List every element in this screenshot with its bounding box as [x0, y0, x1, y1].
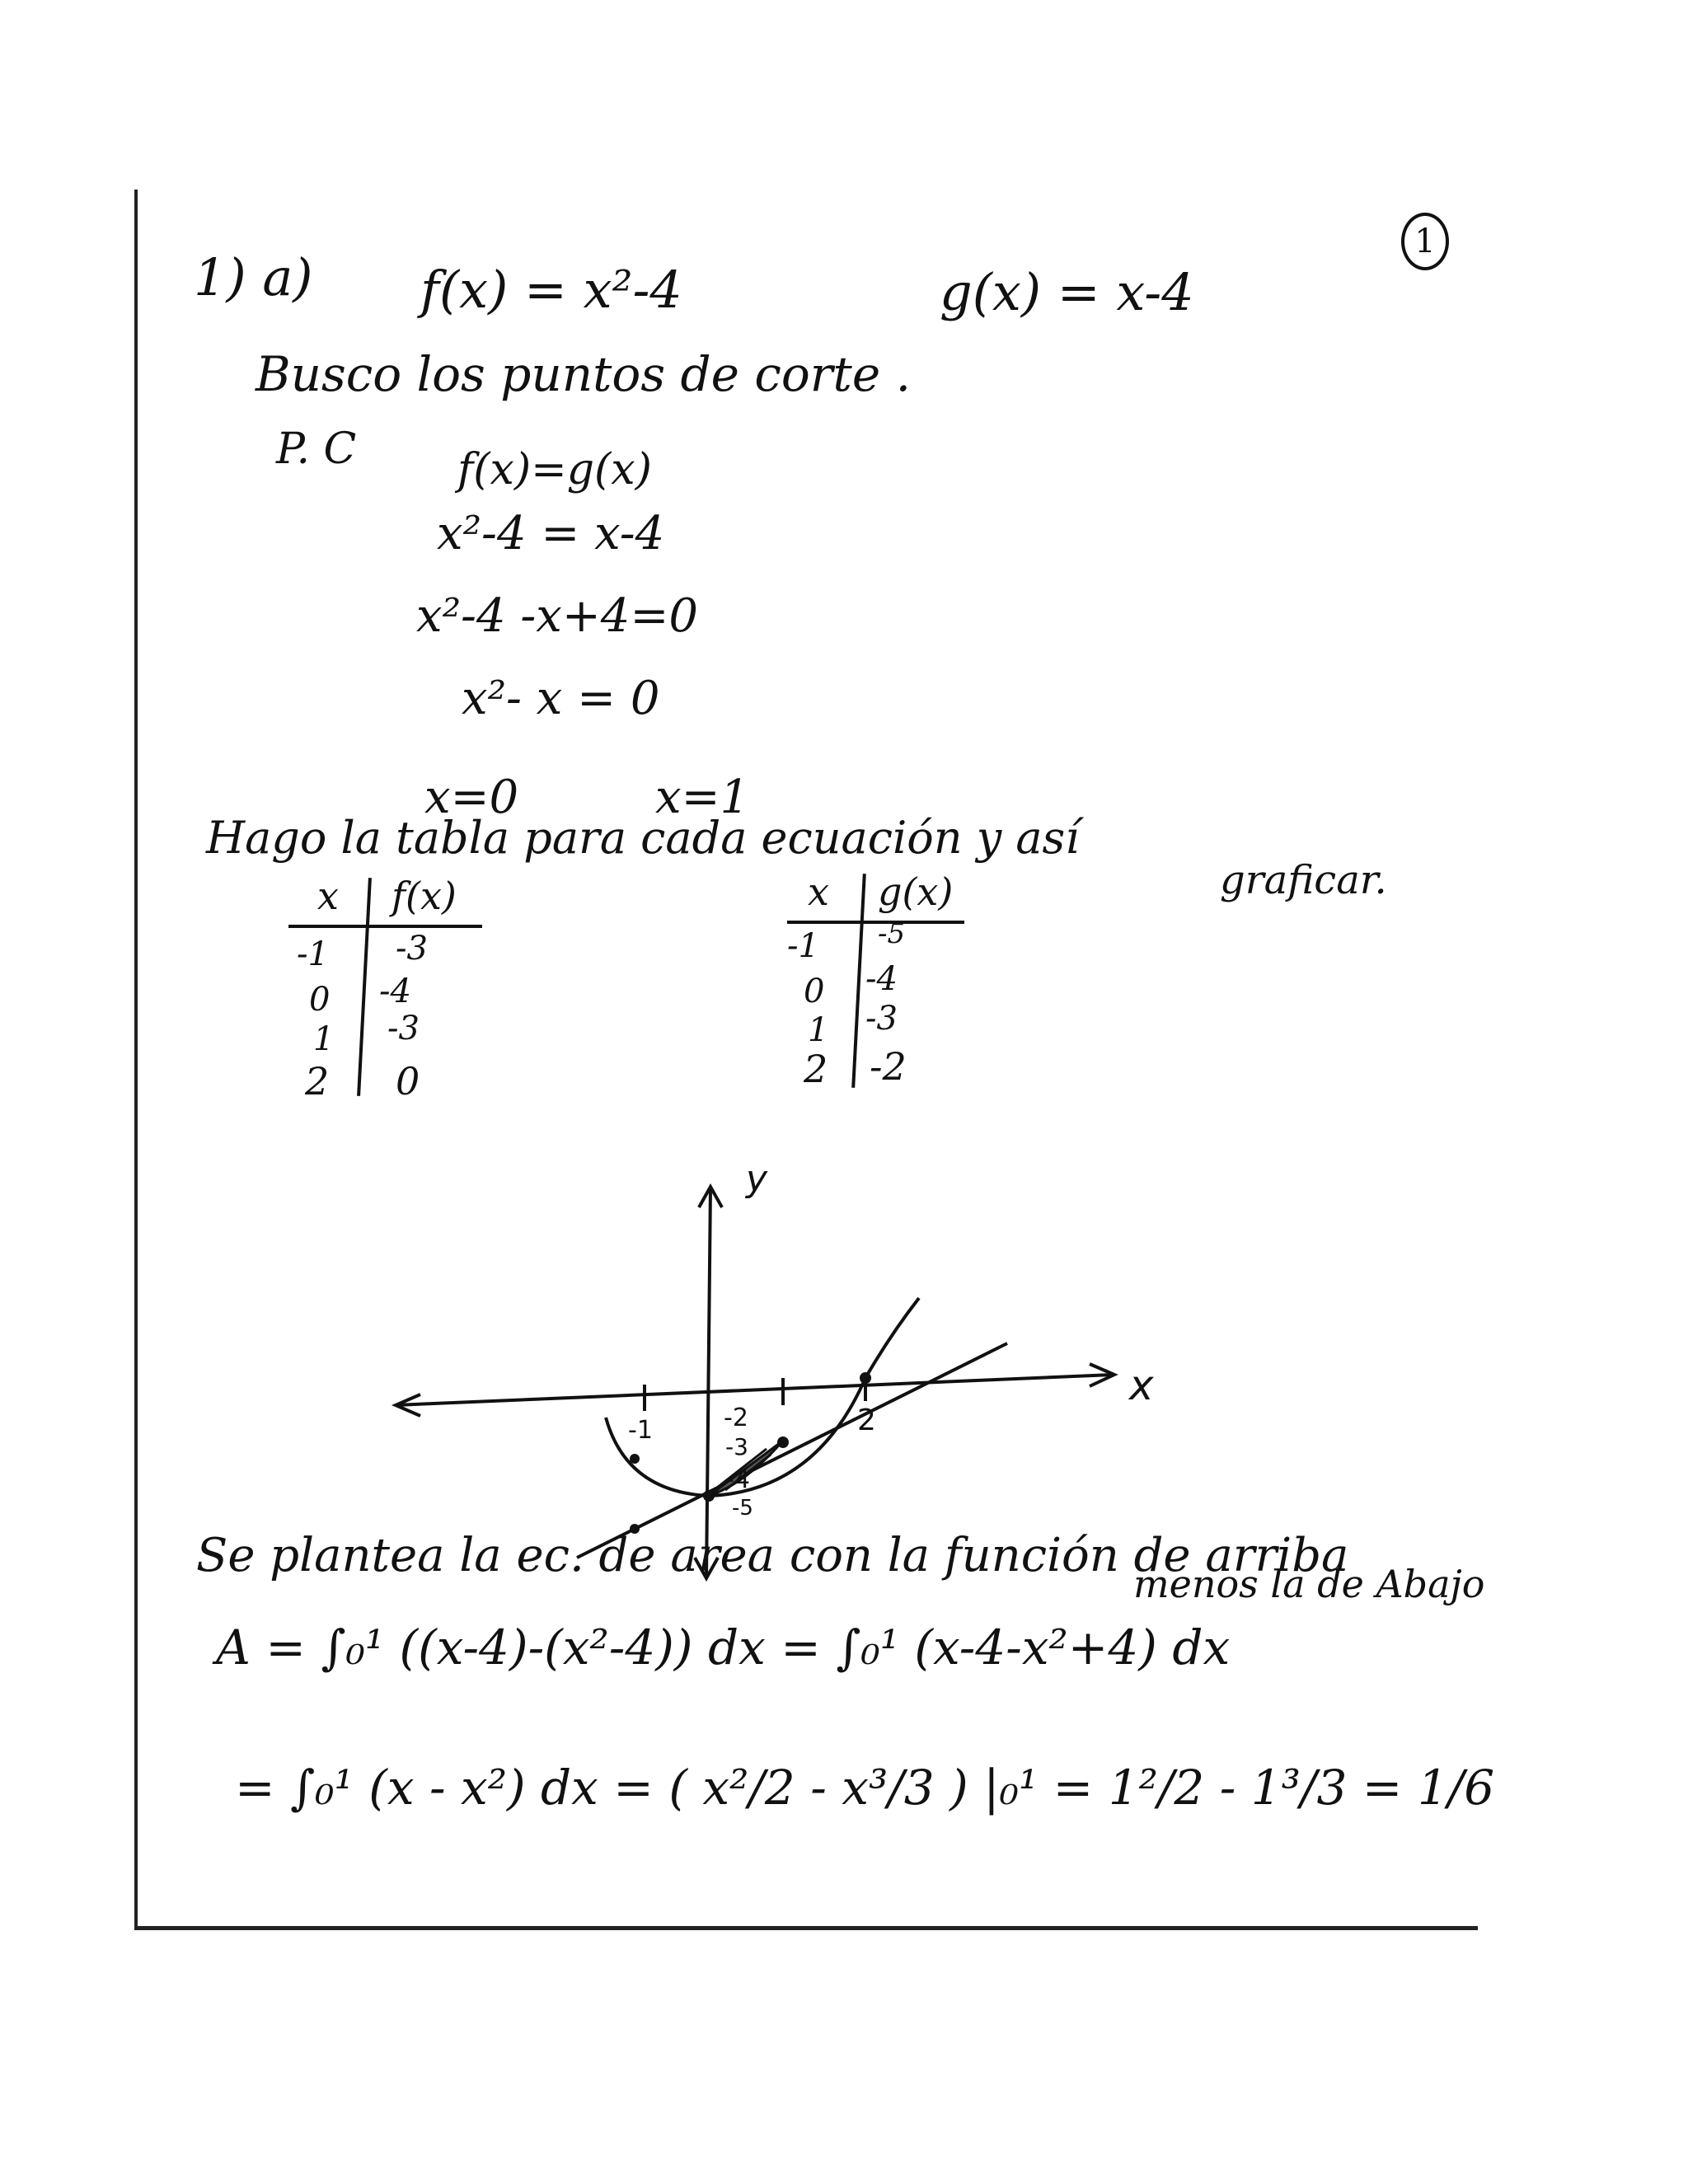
solution-2: x=1 — [655, 771, 750, 824]
point-0-neg4 — [703, 1490, 715, 1502]
table-intro: Hago la tabla para cada ecuación y así — [206, 812, 1080, 864]
tick-label-neg2: -2 — [724, 1404, 748, 1432]
tick-label-neg1: -1 — [628, 1416, 653, 1445]
equation-3: x²-4 -x+4=0 — [416, 589, 698, 643]
table-f-row-4-x: 2 — [305, 1059, 330, 1104]
pc-label: P. C — [276, 424, 357, 474]
x-axis — [396, 1375, 1113, 1405]
table-f-row-1-y: -3 — [396, 930, 428, 968]
table-g-row-1-y: -5 — [878, 917, 906, 950]
tick-label-2: 2 — [857, 1404, 876, 1437]
area-note-1: Se plantea la ec. de area con la función de arriba — [196, 1529, 1349, 1582]
table-f-row-3-y: -3 — [387, 1010, 420, 1047]
point-1-neg3 — [777, 1436, 789, 1448]
table-g-header-g: g(x) — [878, 869, 954, 914]
point-2-0 — [860, 1372, 871, 1384]
work-heading: Busco los puntos de corte . — [256, 346, 912, 402]
table-g-header-x: x — [808, 869, 829, 914]
table-f-row-2-x: 0 — [309, 981, 331, 1019]
table-f-row-4-y: 0 — [396, 1059, 420, 1104]
solution-1: x=0 — [424, 771, 519, 824]
f-definition: f(x) = x²-4 — [420, 260, 682, 320]
table-g-row-2-x: 0 — [804, 972, 825, 1010]
tick-label-neg3: -3 — [725, 1433, 748, 1460]
point-neg1-neg3 — [630, 1454, 640, 1464]
page-number: 1 — [1401, 213, 1449, 270]
equation-4: x²- x = 0 — [462, 672, 660, 725]
area-integral-line-1: A = ∫₀¹ ((x-4)-(x²-4)) dx = ∫₀¹ (x-4-x²+4) dx — [216, 1619, 1231, 1675]
line-g — [577, 1343, 1007, 1558]
table-f-header-x: x — [317, 874, 339, 918]
graph-x-label: x — [1129, 1361, 1154, 1409]
equation-1: f(x)=g(x) — [457, 445, 652, 494]
table-f-row-3-x: 1 — [313, 1020, 335, 1058]
tick-label-neg5: -5 — [732, 1496, 753, 1521]
g-definition: g(x) = x-4 — [940, 262, 1194, 322]
table-g-row-4-y: -2 — [870, 1044, 907, 1089]
table-f-row-1-x: -1 — [297, 935, 329, 973]
area-note-2: menos la de Abajo — [1133, 1562, 1485, 1606]
table-g-row-3-y: -3 — [865, 1000, 898, 1038]
equation-2: x²-4 = x-4 — [437, 507, 665, 560]
tick-label-neg4: -4 — [725, 1465, 750, 1494]
graph-y-label: y — [746, 1158, 768, 1200]
table-f-header-f: f(x) — [392, 874, 457, 918]
table-intro-2: graficar. — [1220, 857, 1387, 903]
table-g-row-3-x: 1 — [808, 1011, 829, 1049]
area-integral-line-2: = ∫₀¹ (x - x²) dx = ( x²/2 - x³/3 ) |₀¹ = 1²/2 - 1³/3 = 1/6 — [235, 1760, 1495, 1816]
table-f-row-2-y: -4 — [379, 972, 411, 1010]
y-axis — [706, 1187, 710, 1578]
problem-label: 1) a) — [194, 247, 313, 307]
table-g-row-1-x: -1 — [787, 927, 819, 965]
table-g-row-2-y: -4 — [865, 960, 898, 998]
table-g-row-4-x: 2 — [804, 1047, 828, 1091]
